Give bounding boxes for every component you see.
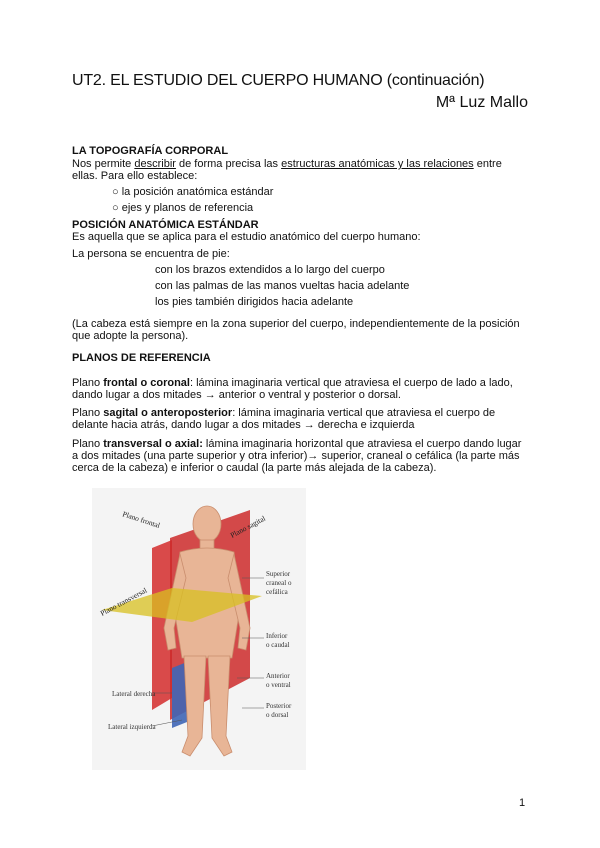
list-item: ○ ejes y planos de referencia — [112, 202, 254, 214]
label-anterior-2: o ventral — [266, 681, 291, 689]
topografia-line2: ellas. Para ello establece: — [72, 170, 198, 182]
text-part: : lámina imaginaria vertical que atraviesa el cuerpo de — [232, 407, 496, 419]
anatomical-planes-figure — [92, 488, 306, 770]
label-anterior: Anterior — [266, 672, 290, 680]
author-name: Mª Luz Mallo — [435, 94, 528, 111]
label-inferior-2: o caudal — [266, 641, 290, 649]
posicion-note-line2: que adopte la persona). — [72, 330, 189, 342]
topografia-line1 — [72, 158, 502, 170]
text-part: lámina imaginaria horizontal que atraviesa el cuerpo dando lugar — [202, 438, 522, 450]
bold-term: transversal o axial: — [103, 438, 203, 450]
label-plano-frontal: Plano frontal — [121, 509, 162, 530]
underlined-text: describir — [134, 158, 176, 170]
posicion-note-line1: (La cabeza está siempre en la zona superior del cuerpo, independientemente de la posición — [72, 318, 520, 330]
posicion-lead: La persona se encuentra de pie: — [72, 248, 230, 260]
bold-term: sagital o anteroposterior — [103, 407, 233, 419]
text-part: Plano — [72, 407, 104, 419]
text-part: entre — [473, 158, 502, 170]
label-lateral-derecha: Lateral derecha — [112, 690, 156, 698]
text-part: de forma precisa las — [175, 158, 282, 170]
label-inferior: Inferior — [266, 632, 288, 640]
underlined-text: estructuras anatómicas y las relaciones — [281, 158, 474, 170]
heading-planos: PLANOS DE REFERENCIA — [72, 352, 211, 364]
text-part: Plano — [72, 438, 104, 450]
list-item: con los brazos extendidos a lo largo del cuerpo — [155, 264, 385, 276]
list-item-text: la posición anatómica estándar — [121, 186, 274, 198]
posicion-intro: Es aquella que se aplica para el estudio anatómico del cuerpo humano: — [72, 231, 421, 243]
list-item: los pies también dirigidos hacia adelante — [155, 296, 354, 308]
list-item: con las palmas de las manos vueltas hacia adelante — [155, 280, 410, 292]
plano-transversal-line2: a dos mitades (una parte superior y otra inferior)→ superior, craneal o cefálica (la parte más — [72, 450, 520, 462]
plano-transversal-line3: cerca de la cabeza) e inferior o caudal (la parte más alejada de la cabeza). — [72, 462, 437, 474]
label-lateral-izquierda: Lateral izquierda — [108, 723, 156, 731]
label-superior: Superior — [266, 570, 291, 578]
text-part: : lámina imaginaria vertical que atraviesa el cuerpo de lado a lado, — [189, 377, 513, 389]
list-item-text: ejes y planos de referencia — [121, 202, 254, 214]
label-superior-2: craneal o — [266, 579, 292, 587]
plano-sagital-line2: delante hacia atrás, dando lugar a dos mitades → derecha e izquierda — [72, 419, 415, 431]
plano-transversal-line1 — [72, 438, 521, 450]
page-number: 1 — [519, 797, 526, 809]
label-plano-sagital: Plano sagital — [228, 513, 267, 540]
heading-posicion: POSICIÓN ANATÓMICA ESTÁNDAR — [72, 219, 259, 231]
plano-frontal-line2: dando lugar a dos mitades → anterior o ventral y posterior o dorsal. — [72, 389, 401, 401]
page-title: UT2. EL ESTUDIO DEL CUERPO HUMANO (continuación) — [72, 72, 485, 89]
label-posterior-2: o dorsal — [266, 711, 289, 719]
heading-topografia: LA TOPOGRAFÍA CORPORAL — [72, 145, 229, 157]
plano-frontal-line1 — [72, 377, 513, 389]
label-posterior: Posterior — [266, 702, 292, 710]
list-item: ○ la posición anatómica estándar — [112, 186, 274, 198]
plano-sagital-line1 — [72, 407, 495, 419]
label-plano-transversal: Plano transversal — [98, 585, 149, 618]
bold-term: frontal o coronal — [103, 377, 190, 389]
text-part: Nos permite — [72, 158, 135, 170]
label-superior-3: cefálica — [266, 588, 288, 596]
text-part: Plano — [72, 377, 104, 389]
